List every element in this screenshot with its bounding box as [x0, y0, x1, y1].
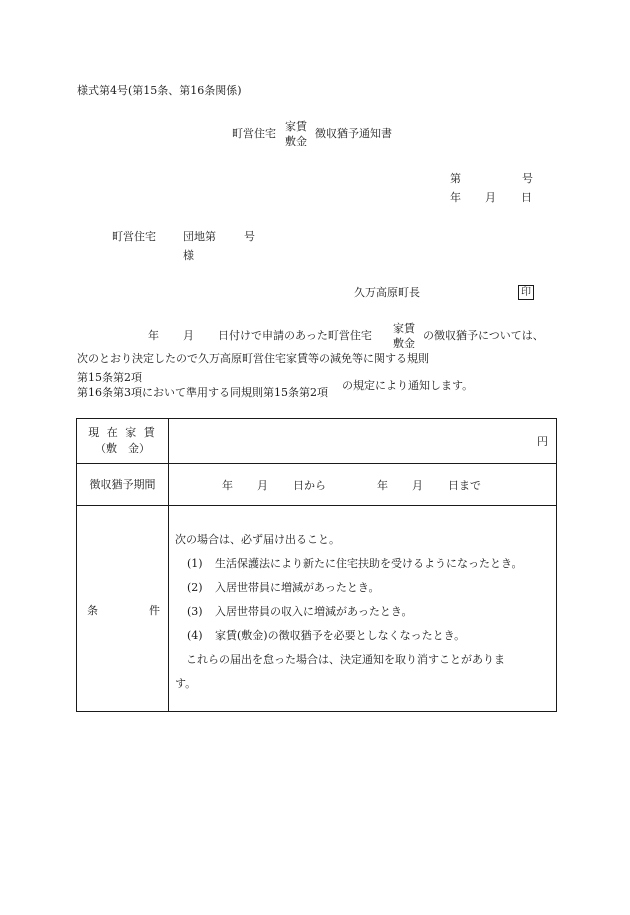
date-year: 年 — [450, 191, 461, 204]
conditions-label-right: 件 — [149, 604, 160, 617]
period-end-day: 日まで — [448, 478, 481, 492]
addressee-sama: 様 — [183, 249, 194, 262]
title-option-stack — [285, 119, 307, 149]
doc-number-dai: 第 — [450, 172, 461, 185]
rent-label-cell — [77, 419, 169, 464]
body-ref-top: 第15条第2項 — [77, 371, 142, 384]
conditions-row — [77, 506, 557, 712]
rent-row — [77, 419, 557, 464]
condition-number: (2) — [187, 581, 203, 594]
body-closing: の規定により通知します。 — [342, 379, 474, 392]
period-start-day: 日から — [293, 478, 326, 492]
addressee-housing: 町営住宅 — [112, 230, 156, 243]
condition-number: (1) — [187, 557, 203, 570]
document-title: 徴収猶予通知書 — [315, 127, 392, 140]
body-option-stack — [393, 321, 415, 351]
date-day: 日 — [521, 191, 532, 204]
period-start-month: 月 — [257, 478, 268, 492]
condition-item — [175, 624, 552, 648]
body-application-text: 日付けで申請のあった町営住宅 — [218, 329, 372, 342]
title-prefix: 町営住宅 — [232, 127, 276, 140]
period-value-cell — [169, 464, 557, 506]
body-option-deposit: 敷金 — [393, 337, 415, 350]
addressee-go: 号 — [244, 230, 255, 243]
title-option-rent: 家賃 — [285, 120, 307, 133]
doc-number-go: 号 — [522, 172, 533, 185]
date-month: 月 — [485, 191, 496, 204]
rent-label-bottom: （敷 金） — [95, 442, 150, 455]
condition-text: 家賃(敷金)の徴収猶予を必要としなくなったとき。 — [215, 629, 466, 642]
conditions-label-left: 条 — [87, 604, 98, 617]
period-start-year: 年 — [222, 478, 233, 492]
conditions-intro: 次の場合は、必ず届け出ること。 — [175, 533, 340, 546]
condition-text: 入居世帯員の収入に増減があったとき。 — [215, 605, 413, 618]
condition-text: 生活保護法により新たに住宅扶助を受けるようになったとき。 — [215, 557, 523, 570]
period-row — [77, 464, 557, 506]
conditions-label-cell — [77, 506, 169, 712]
issuer-name: 久万高原町長 — [354, 286, 420, 299]
rent-value-cell — [169, 419, 557, 464]
condition-text: 入居世帯員に増減があったとき。 — [215, 581, 380, 594]
form-number: 様式第4号(第15条、第16条関係) — [77, 84, 242, 97]
period-end-month: 月 — [412, 478, 423, 492]
title-option-deposit: 敷金 — [285, 135, 307, 148]
decision-table — [76, 418, 557, 712]
condition-item — [175, 600, 552, 624]
addressee-danchi: 団地第 — [183, 230, 216, 243]
period-label: 徴収猶予期間 — [77, 464, 169, 506]
period-end-year: 年 — [377, 478, 388, 492]
condition-item — [175, 552, 552, 576]
condition-number: (3) — [187, 605, 203, 618]
body-option-rent: 家賃 — [393, 322, 415, 335]
body-ref-bottom: 第16条第3項において準用する同規則第15条第2項 — [77, 386, 328, 399]
rent-label-top: 現 在 家 賃 — [88, 426, 157, 439]
condition-number: (4) — [187, 629, 203, 642]
body-line2: 次のとおり決定したので久万高原町営住宅家賃等の減免等に関する規則 — [77, 352, 429, 365]
yen-unit: 円 — [537, 435, 548, 448]
conditions-body — [169, 506, 557, 712]
condition-item — [175, 576, 552, 600]
body-suffix: の徴収猶予については、 — [423, 329, 544, 342]
conditions-closing-line2: す。 — [175, 677, 197, 690]
body-month: 月 — [183, 329, 194, 342]
conditions-closing-line1: これらの届出を怠った場合は、決定通知を取り消すことがありま — [175, 653, 505, 666]
seal-mark: 印 — [518, 285, 534, 300]
body-year: 年 — [148, 329, 159, 342]
